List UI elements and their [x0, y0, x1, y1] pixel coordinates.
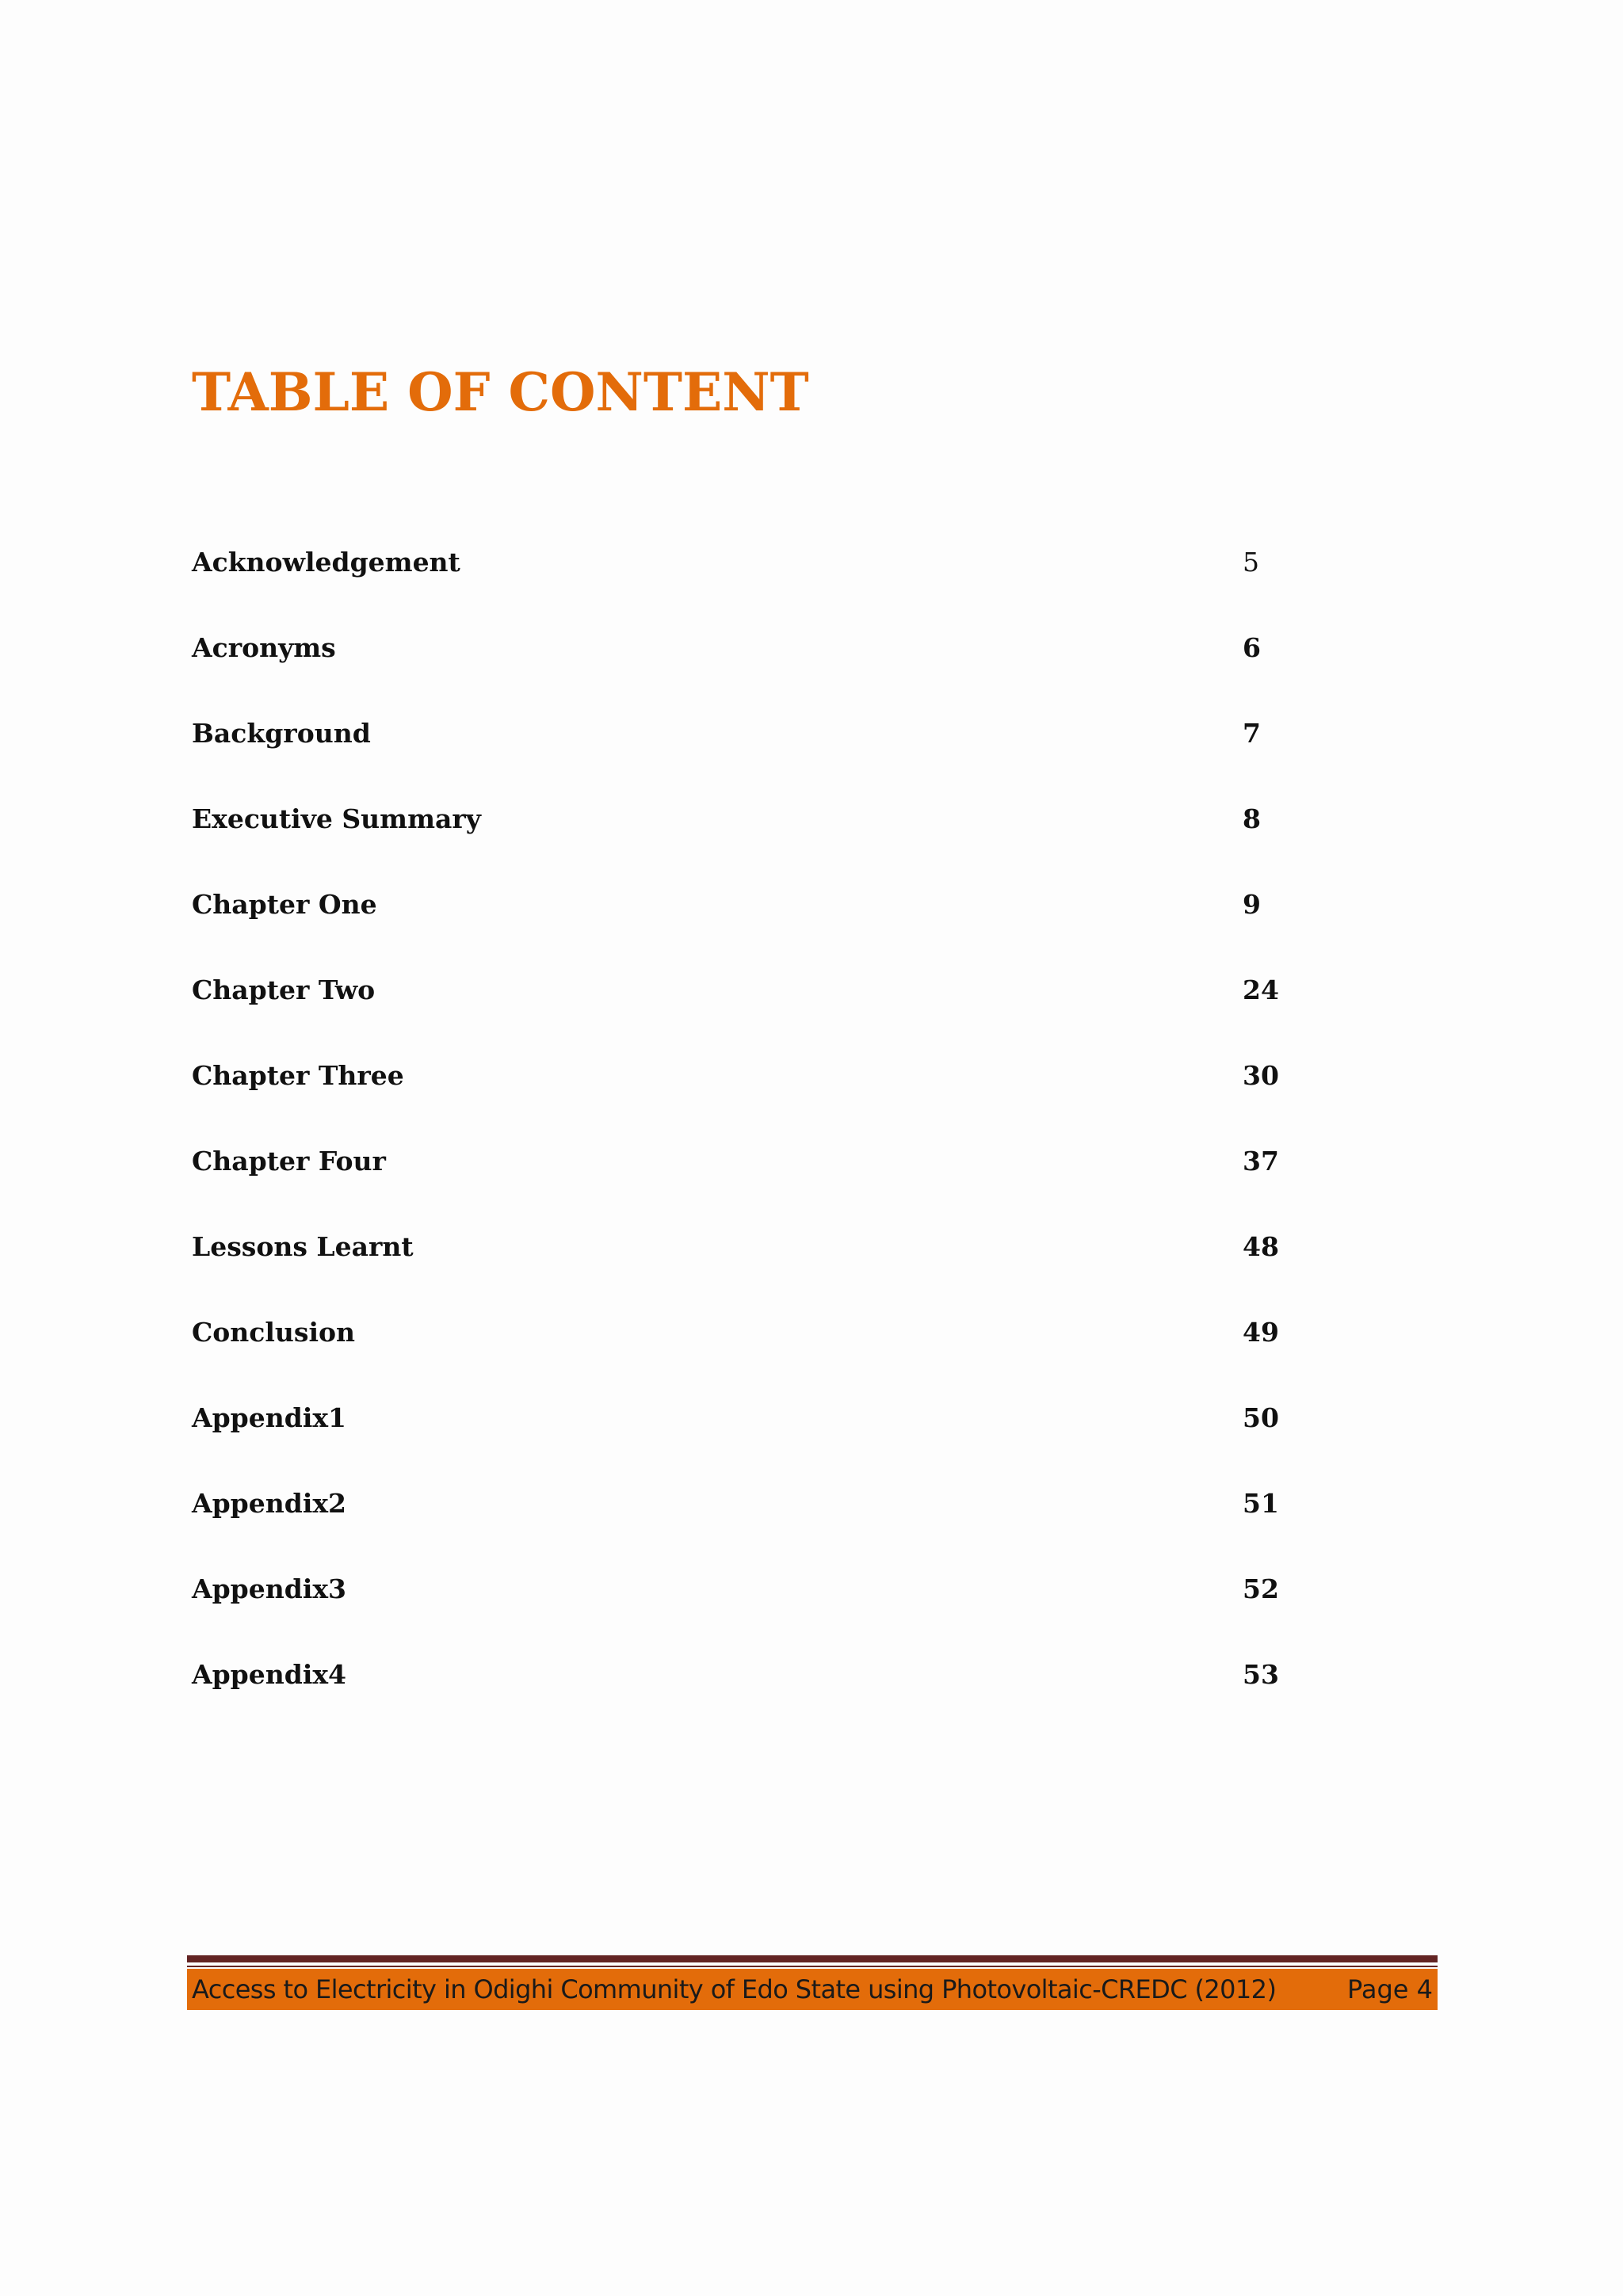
page-footer	[187, 1969, 1438, 2010]
toc-entry-label: Appendix4	[192, 1659, 346, 1690]
toc-entry	[192, 881, 1301, 967]
toc-entry-page: 50	[1243, 1402, 1279, 1433]
toc-entry-label: Appendix3	[192, 1573, 346, 1604]
toc-entry-page: 5	[1243, 547, 1259, 578]
page-title: TABLE OF CONTENT	[192, 361, 809, 423]
toc-entry	[192, 1309, 1301, 1394]
footer-divider-thin	[187, 1966, 1438, 1967]
toc-entry-page: 52	[1243, 1573, 1279, 1604]
toc-entry-label: Chapter One	[192, 889, 377, 920]
toc-entry-label: Executive Summary	[192, 803, 481, 834]
toc-entry-page: 7	[1243, 718, 1261, 749]
toc-entry-label: Appendix1	[192, 1402, 346, 1433]
toc-entry-page: 9	[1243, 889, 1261, 920]
toc-entry-label: Acknowledgement	[192, 547, 460, 578]
toc-entry	[192, 1651, 1301, 1737]
toc-entry	[192, 1480, 1301, 1566]
toc-entry-page: 24	[1243, 974, 1279, 1005]
toc-entry-label: Acronyms	[192, 632, 336, 663]
toc-entry	[192, 1394, 1301, 1480]
toc-entry-page: 6	[1243, 632, 1261, 663]
footer-document-title: Access to Electricity in Odighi Community of Edo State using Photovoltaic-CREDC (2012)	[192, 1974, 1277, 2004]
toc-entry	[192, 539, 1301, 624]
toc-entry	[192, 1566, 1301, 1651]
toc-entry-label: Conclusion	[192, 1317, 356, 1348]
toc-entry	[192, 624, 1301, 710]
toc-entry	[192, 795, 1301, 881]
toc-entry-label: Lessons Learnt	[192, 1231, 414, 1262]
footer-divider-thick	[187, 1955, 1438, 1962]
toc-entry	[192, 1138, 1301, 1223]
toc-entry-page: 53	[1243, 1659, 1279, 1690]
toc-entry-page: 30	[1243, 1060, 1279, 1091]
toc-entry-page: 49	[1243, 1317, 1279, 1348]
toc-entry-page: 48	[1243, 1231, 1279, 1262]
toc-entry	[192, 1052, 1301, 1138]
toc-entry-page: 8	[1243, 803, 1261, 834]
footer-page-number: Page 4	[1347, 1974, 1433, 2004]
toc-entry-label: Chapter Three	[192, 1060, 404, 1091]
toc-entry-label: Chapter Two	[192, 974, 376, 1005]
toc-entry-page: 51	[1243, 1488, 1279, 1519]
toc-entry-label: Appendix2	[192, 1488, 346, 1519]
toc-entry-page: 37	[1243, 1146, 1279, 1177]
toc-entry	[192, 710, 1301, 795]
toc-entry	[192, 967, 1301, 1052]
toc-entry-label: Chapter Four	[192, 1146, 386, 1177]
toc-entry	[192, 1223, 1301, 1309]
table-of-contents	[192, 539, 1301, 1737]
toc-entry-label: Background	[192, 718, 371, 749]
